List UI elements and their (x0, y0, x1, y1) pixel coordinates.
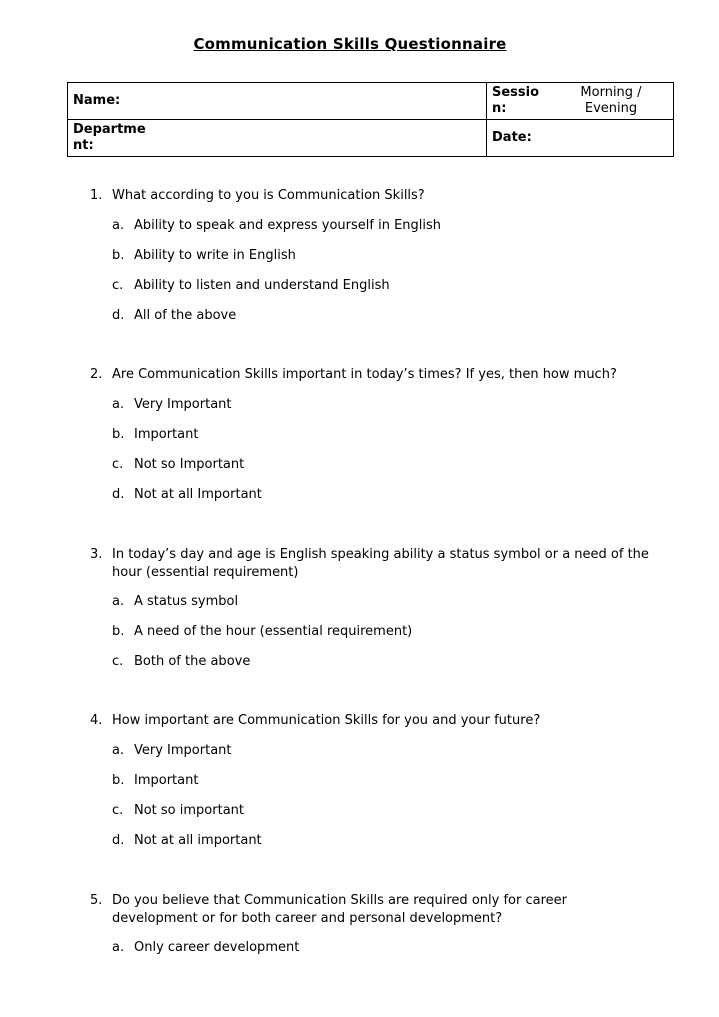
option-item[interactable] (112, 307, 236, 325)
option-text: Not so important (134, 803, 244, 818)
question-text: Are Communication Skills important in today’s times? If yes, then how much? (112, 367, 617, 382)
details-table (67, 82, 674, 157)
option-text: Not so Important (134, 457, 245, 472)
option-letter: c. (112, 278, 124, 293)
option-letter: a. (112, 743, 125, 758)
session-label: Sessio n: (492, 85, 540, 116)
option-letter: a. (112, 397, 125, 412)
question-number: 4. (90, 713, 103, 728)
option-item[interactable] (112, 653, 250, 671)
question-5 (90, 892, 650, 928)
question-text: In today’s day and age is English speaking ability a status symbol or a need of the hour (essential requirement) (112, 547, 649, 580)
option-item[interactable] (112, 593, 238, 611)
option-letter: b. (112, 624, 125, 639)
option-item[interactable] (112, 772, 198, 790)
department-label: Departme nt: (73, 122, 146, 153)
option-letter: b. (112, 427, 125, 442)
option-text: A need of the hour (essential requirement) (134, 624, 413, 639)
option-letter: d. (112, 833, 125, 848)
session-field[interactable] (487, 83, 674, 120)
question-number: 5. (90, 893, 103, 908)
option-text: Very Important (134, 743, 232, 758)
option-letter: a. (112, 594, 125, 609)
option-letter: a. (112, 940, 125, 955)
option-text: Very Important (134, 397, 232, 412)
question-number: 1. (90, 188, 103, 203)
question-2 (90, 366, 650, 384)
option-letter: c. (112, 654, 124, 669)
department-field[interactable] (68, 120, 487, 157)
option-item[interactable] (112, 456, 244, 474)
option-letter: d. (112, 487, 125, 502)
document-title: Communication Skills Questionnaire (193, 35, 507, 53)
option-text: All of the above (134, 308, 237, 323)
option-item[interactable] (112, 832, 262, 850)
option-letter: b. (112, 773, 125, 788)
name-field[interactable] (68, 83, 487, 120)
details-row (68, 83, 674, 120)
date-label: Date: (492, 130, 532, 145)
option-letter: c. (112, 457, 124, 472)
details-row (68, 120, 674, 157)
option-item[interactable] (112, 939, 299, 957)
question-text: Do you believe that Communication Skills are required only for career development or for both career and personal development? (112, 893, 567, 926)
option-text: Ability to speak and express yourself in English (134, 218, 442, 233)
question-4 (90, 712, 650, 730)
option-letter: c. (112, 803, 124, 818)
question-text: How important are Communication Skills for you and your future? (112, 713, 541, 728)
question-number: 2. (90, 367, 103, 382)
option-item[interactable] (112, 486, 262, 504)
question-1 (90, 187, 650, 205)
option-text: Both of the above (134, 654, 251, 669)
question-number: 3. (90, 547, 103, 562)
option-text: A status symbol (134, 594, 239, 609)
question-3 (90, 546, 650, 582)
option-item[interactable] (112, 802, 244, 820)
option-item[interactable] (112, 623, 412, 641)
option-text: Important (134, 773, 199, 788)
option-letter: a. (112, 218, 125, 233)
option-text: Ability to write in English (134, 248, 296, 263)
option-letter: d. (112, 308, 125, 323)
option-text: Important (134, 427, 199, 442)
option-item[interactable] (112, 426, 198, 444)
question-text: What according to you is Communication Skills? (112, 188, 425, 203)
option-text: Only career development (134, 940, 300, 955)
option-text: Ability to listen and understand English (134, 278, 390, 293)
option-text: Not at all important (134, 833, 262, 848)
option-text: Not at all Important (134, 487, 262, 502)
option-letter: b. (112, 248, 125, 263)
name-label: Name: (73, 93, 121, 108)
date-field[interactable] (487, 120, 674, 157)
option-item[interactable] (112, 277, 390, 295)
option-item[interactable] (112, 247, 296, 265)
option-item[interactable] (112, 217, 441, 235)
option-item[interactable] (112, 742, 232, 760)
option-item[interactable] (112, 396, 232, 414)
session-value: Morning / Evening (580, 85, 642, 116)
